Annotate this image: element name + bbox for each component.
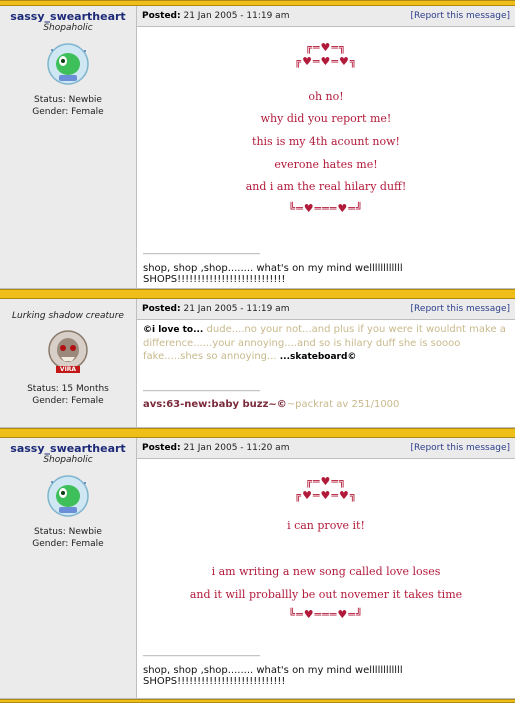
report-message-link[interactable]: [Report this message] (410, 11, 510, 21)
message-prefix: ©i love to... (143, 325, 204, 335)
post-3 (0, 438, 515, 699)
message-line: i am writing a new song called love loses (211, 565, 441, 578)
heart-border-top-decoration: ╔═♥═╗ ╔♥═♥═♥╗ (294, 475, 358, 502)
post-timestamp: Posted: 21 Jan 2005 - 11:19 am (142, 304, 290, 314)
avatar-tag: VIRA (59, 366, 77, 373)
author-name-link[interactable]: sassy_sweartheart (10, 10, 126, 23)
author-gender: Gender: Female (32, 396, 104, 406)
message-line: and it will proballly be out novemer it takes time (189, 588, 463, 601)
author-status: Status: Newbie (34, 527, 102, 537)
author-panel (0, 299, 137, 427)
message-line: this is my 4th acount now! (252, 135, 400, 148)
report-message-link[interactable]: [Report this message] (410, 443, 510, 453)
author-panel (0, 6, 137, 288)
message-line: and i am the real hilary duff! (245, 180, 407, 193)
skull-creature-avatar-icon (45, 328, 91, 374)
post-content (137, 6, 515, 288)
green-alien-avatar-icon (45, 41, 91, 87)
post-divider-strip (0, 428, 515, 438)
author-status: Status: Newbie (34, 95, 102, 105)
author-title: Lurking shadow creature (12, 311, 124, 321)
signature-separator: __________________________ (143, 647, 260, 657)
message-suffix: ...skateboard© (279, 352, 357, 362)
author-gender: Gender: Female (32, 539, 104, 549)
author-name-link[interactable] (0, 303, 136, 311)
post-header (137, 6, 515, 27)
author-status: Status: 15 Months (27, 384, 109, 394)
signature-line: SHOPS!!!!!!!!!!!!!!!!!!!!!!!!!!! (143, 274, 286, 285)
message-line: oh no! (308, 90, 344, 103)
author-gender: Gender: Female (32, 107, 104, 117)
author-panel (0, 438, 137, 698)
heart-border-top-decoration: ╔═♥═╗ ╔♥═♥═♥╗ (294, 41, 358, 68)
signature-line: shop, shop ,shop........ what's on my mind wellllllllllll (143, 263, 403, 274)
post-divider-strip (0, 289, 515, 299)
message-line: why did you report me! (260, 112, 392, 125)
message-body (137, 27, 515, 288)
post-content (137, 438, 515, 698)
heart-border-bottom-decoration: ╚═♥═══♥═╝ (288, 608, 364, 621)
message-body (137, 320, 515, 427)
message-text (143, 323, 509, 364)
post-header (137, 438, 515, 459)
post-timestamp: Posted: 21 Jan 2005 - 11:19 am (142, 11, 290, 21)
post-header (137, 299, 515, 320)
message-body (137, 459, 515, 698)
heart-border-bottom-decoration: ╚═♥═══♥═╝ (288, 202, 364, 215)
message-main: dude....no your not...and plus if you were it wouldnt make a difference......your annoying....and so is hilary duff she is soooo fake.....shes so annoying... (143, 324, 506, 362)
author-name-link[interactable]: sassy_sweartheart (10, 442, 126, 455)
post-timestamp: Posted: 21 Jan 2005 - 11:20 am (142, 443, 290, 453)
signature-separator: __________________________ (143, 245, 260, 255)
report-message-link[interactable]: [Report this message] (410, 304, 510, 314)
signature-line: shop, shop ,shop........ what's on my mind wellllllllllll (143, 665, 403, 676)
post-1 (0, 6, 515, 289)
message-line: i can prove it! (287, 519, 365, 532)
bottom-divider-strip (0, 699, 515, 703)
message-line: everone hates me! (274, 158, 378, 171)
post-2 (0, 299, 515, 428)
green-alien-avatar-icon (45, 473, 91, 519)
author-title: Shopaholic (43, 455, 93, 465)
signature-line: SHOPS!!!!!!!!!!!!!!!!!!!!!!!!!!! (143, 676, 286, 687)
signature-line: avs:63-new:baby buzz~©~packrat av 251/1000 (143, 399, 400, 410)
author-title: Shopaholic (43, 23, 93, 33)
post-content (137, 299, 515, 427)
signature-separator: __________________________ (143, 382, 260, 392)
